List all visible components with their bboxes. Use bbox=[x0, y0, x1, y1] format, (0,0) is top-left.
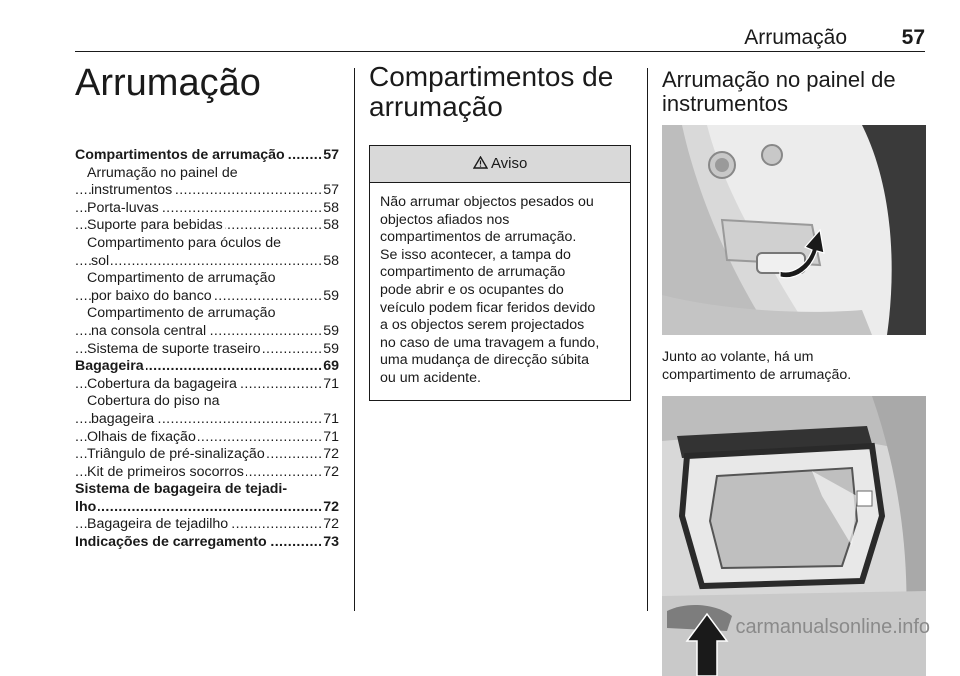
watermark: carmanualsonline.info bbox=[735, 616, 930, 638]
toc-entry-label: Bagageira de tejadilho bbox=[87, 516, 229, 533]
warning-line: compartimentos de arrumação. bbox=[380, 229, 577, 246]
toc-entry[interactable] bbox=[75, 341, 339, 359]
warning-triangle-icon bbox=[473, 155, 491, 172]
caption-line1: Junto ao volante, há um bbox=[662, 349, 814, 365]
toc-entry[interactable] bbox=[75, 165, 339, 200]
toc-entry[interactable] bbox=[75, 217, 339, 235]
toc-entry-main[interactable] bbox=[75, 358, 339, 376]
photo-caption bbox=[662, 349, 851, 384]
toc-entry[interactable] bbox=[75, 235, 339, 270]
toc-entry[interactable] bbox=[75, 376, 339, 394]
toc-entry-label: lho bbox=[75, 498, 97, 515]
toc-entry-label: Triângulo de pré-sinalização bbox=[87, 446, 265, 463]
warning-line: Se isso acontecer, a tampa do bbox=[380, 246, 571, 263]
warning-label: Aviso bbox=[490, 155, 528, 172]
toc-entry[interactable] bbox=[75, 305, 339, 340]
chapter-title: Arrumação bbox=[75, 62, 261, 104]
toc-entry[interactable] bbox=[75, 516, 339, 534]
dashboard-compartment-photo bbox=[662, 125, 926, 335]
toc-entry-label: Cobertura da bagageira bbox=[87, 375, 237, 392]
warning-line: compartimento de arrumação bbox=[380, 264, 566, 281]
page-header bbox=[75, 0, 925, 52]
warning-line: ou um acidente. bbox=[380, 369, 481, 386]
toc-entry-page: 69 bbox=[323, 358, 339, 375]
subsection-heading-line2: instrumentos bbox=[662, 91, 788, 116]
toc-entry-label: sol bbox=[91, 252, 110, 269]
warning-line: objectos afiados nos bbox=[380, 211, 510, 228]
section-heading bbox=[369, 62, 632, 122]
toc-entry-label: Indicações de carregamento bbox=[75, 534, 267, 551]
toc-entry-page: 72 bbox=[323, 463, 339, 480]
dashboard-storage-column bbox=[662, 67, 926, 383]
toc-entry-label: Compartimentos de arrumação bbox=[75, 147, 285, 163]
toc-entry-page: 59 bbox=[323, 340, 339, 357]
toc-entry[interactable] bbox=[75, 393, 339, 428]
toc-entry-label: Compartimento para óculos de bbox=[87, 234, 281, 251]
toc-entry-label: bagageira bbox=[91, 410, 155, 427]
toc-entry[interactable] bbox=[75, 446, 339, 464]
toc-entry[interactable] bbox=[75, 270, 339, 305]
toc-entry-page: 72 bbox=[323, 498, 339, 515]
section-heading-line1: Compartimentos de bbox=[369, 61, 614, 92]
toc-entry-label: na consola central bbox=[91, 322, 207, 339]
toc-entry-page: 59 bbox=[323, 322, 339, 339]
toc-entry-page: 57 bbox=[323, 182, 339, 199]
toc-entry-page: 71 bbox=[323, 410, 339, 427]
warning-line: no caso de uma travagem a fundo, bbox=[380, 334, 600, 351]
toc-entry-label: Porta-luvas bbox=[87, 199, 159, 216]
toc-entry-label: Sistema de suporte traseiro bbox=[87, 340, 261, 357]
toc-entry-page: 58 bbox=[323, 217, 339, 234]
warning-box bbox=[369, 145, 631, 401]
toc-entry-page: 72 bbox=[323, 446, 339, 463]
toc-entry-page: 58 bbox=[323, 199, 339, 216]
toc-entry-label: Compartimento de arrumação bbox=[87, 305, 276, 322]
warning-text bbox=[370, 183, 630, 400]
toc-entry[interactable] bbox=[75, 200, 339, 218]
page-number: 57 bbox=[901, 26, 925, 49]
subsection-heading-line1: Arrumação no painel de bbox=[662, 67, 896, 92]
toc-entry-page: 71 bbox=[323, 375, 339, 392]
toc-entry-label: Suporte para bebidas bbox=[87, 217, 223, 234]
toc-entry-main[interactable] bbox=[75, 481, 339, 516]
toc-entry-label: Bagageira bbox=[75, 358, 144, 375]
warning-line: uma mudança de direcção súbita bbox=[380, 352, 589, 369]
storage-column bbox=[369, 62, 632, 401]
section-title: Arrumação bbox=[744, 26, 847, 49]
warning-header bbox=[370, 146, 630, 183]
subsection-heading bbox=[662, 68, 926, 116]
chapter-column bbox=[75, 62, 339, 552]
warning-line: a os objectos serem projectados bbox=[380, 317, 585, 334]
toc-entry-page: 58 bbox=[323, 252, 339, 269]
toc-entry[interactable] bbox=[75, 464, 339, 482]
warning-line: pode abrir e os ocupantes do bbox=[380, 281, 564, 298]
toc-entry-page: 59 bbox=[323, 287, 339, 304]
toc-entry-main[interactable] bbox=[75, 534, 339, 552]
toc-entry-page: 71 bbox=[323, 428, 339, 445]
table-of-contents bbox=[75, 147, 339, 552]
toc-entry-label: Cobertura do piso na bbox=[87, 393, 220, 410]
warning-line: Não arrumar objectos pesados ou bbox=[380, 194, 594, 210]
toc-entry-label: Sistema de bagageira de tejadi- bbox=[75, 481, 288, 498]
toc-entry-page: 57 bbox=[323, 147, 339, 163]
section-heading-line2: arrumação bbox=[369, 91, 503, 122]
toc-entry-label: por baixo do banco bbox=[91, 287, 212, 304]
toc-entry-label: Arrumação no painel de bbox=[87, 164, 238, 181]
toc-entry-label: Compartimento de arrumação bbox=[87, 270, 276, 287]
toc-entry-page: 73 bbox=[323, 534, 339, 551]
toc-entry-label: instrumentos bbox=[91, 182, 173, 199]
warning-line: veículo podem ficar feridos devido bbox=[380, 299, 596, 316]
toc-entry-page: 72 bbox=[323, 516, 339, 533]
toc-entry-label: Olhais de fixação bbox=[87, 428, 196, 445]
column-divider-2 bbox=[647, 68, 648, 611]
toc-entry-label: Kit de primeiros socorros bbox=[87, 463, 244, 480]
toc-entry[interactable] bbox=[75, 429, 339, 447]
caption-line2: compartimento de arrumação. bbox=[662, 366, 852, 383]
toc-entry-main[interactable] bbox=[75, 147, 339, 165]
column-divider-1 bbox=[354, 68, 355, 611]
